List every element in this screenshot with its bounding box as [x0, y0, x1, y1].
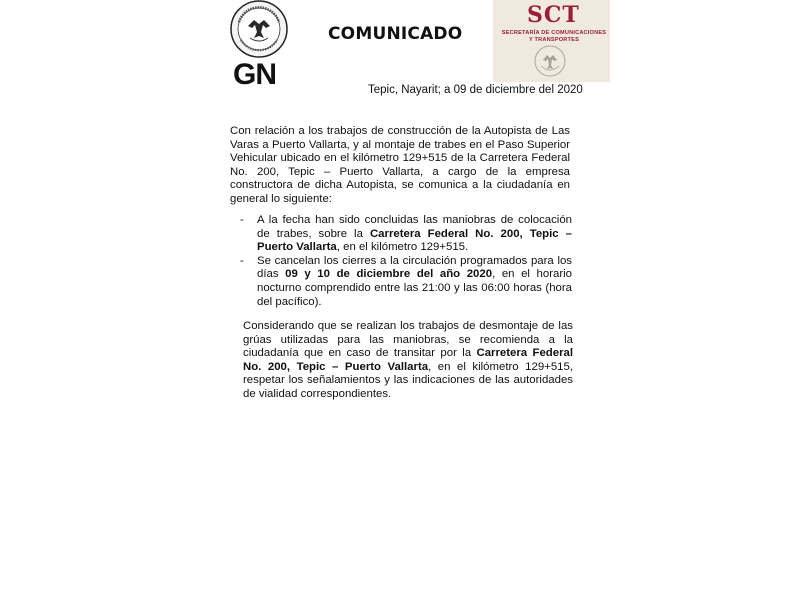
bullet-dash: -: [240, 254, 244, 267]
list-item: - Se cancelan los cierres a la circulación programados para los días 09 y 10 de diciembre del año 2020, en el horario nocturno comprendido entre las 21:00 y las 06:00 horas (hora del pacífico).: [240, 254, 572, 308]
intro-paragraph: Con relación a los trabajos de construcción de la Autopista de Las Varas a Puerto Vallarta, y al montaje de trabes en el Paso Superior Vehicular ubicado en el kilómetro 129+515 de la Carretera Federal No. 200, Tepic – Puerto Vallarta, a cargo de la empresa constructora de dicha Autopista, se comunica a la ciudadanía en general lo siguiente:: [230, 125, 570, 205]
bullet-list: [240, 214, 572, 309]
sct-logo: SCT: [527, 2, 580, 28]
document-title: COMUNICADO: [328, 24, 463, 44]
bold-text: Carretera Federal No. 200, Tepic – Puerto Vallarta: [243, 347, 573, 373]
gn-wordmark: GN: [233, 58, 276, 91]
sct-subtitle: SECRETARÍA DE COMUNICACIONES Y TRANSPORTES: [501, 30, 607, 43]
list-item: - A la fecha han sido concluidas las maniobras de colocación de trabes, sobre la Carretera Federal No. 200, Tepic – Puerto Vallarta, en el kilómetro 129+515.: [240, 214, 572, 254]
sct-logo-panel: [493, 0, 610, 82]
closing-paragraph: Considerando que se realizan los trabajos de desmontaje de las grúas utilizadas para las maniobras, se recomienda a la ciudadanía que en caso de transitar por la Carretera Federal No. 200, Tepic – Puerto Vallarta, en el kilómetro 129+515, respetar los señalamientos y las indicaciones de las autoridades de vialidad correspondientes.: [243, 320, 573, 400]
guardia-nacional-seal-icon: [230, 0, 288, 58]
bold-text: Carretera Federal No. 200, Tepic – Puerto Vallarta: [257, 227, 572, 254]
date-line: Tepic, Nayarit; a 09 de diciembre del 2020: [368, 84, 583, 96]
bold-text: 09 y 10 de diciembre del año 2020: [285, 268, 493, 281]
bullet-dash: -: [240, 214, 244, 226]
national-seal-icon: [533, 44, 567, 78]
